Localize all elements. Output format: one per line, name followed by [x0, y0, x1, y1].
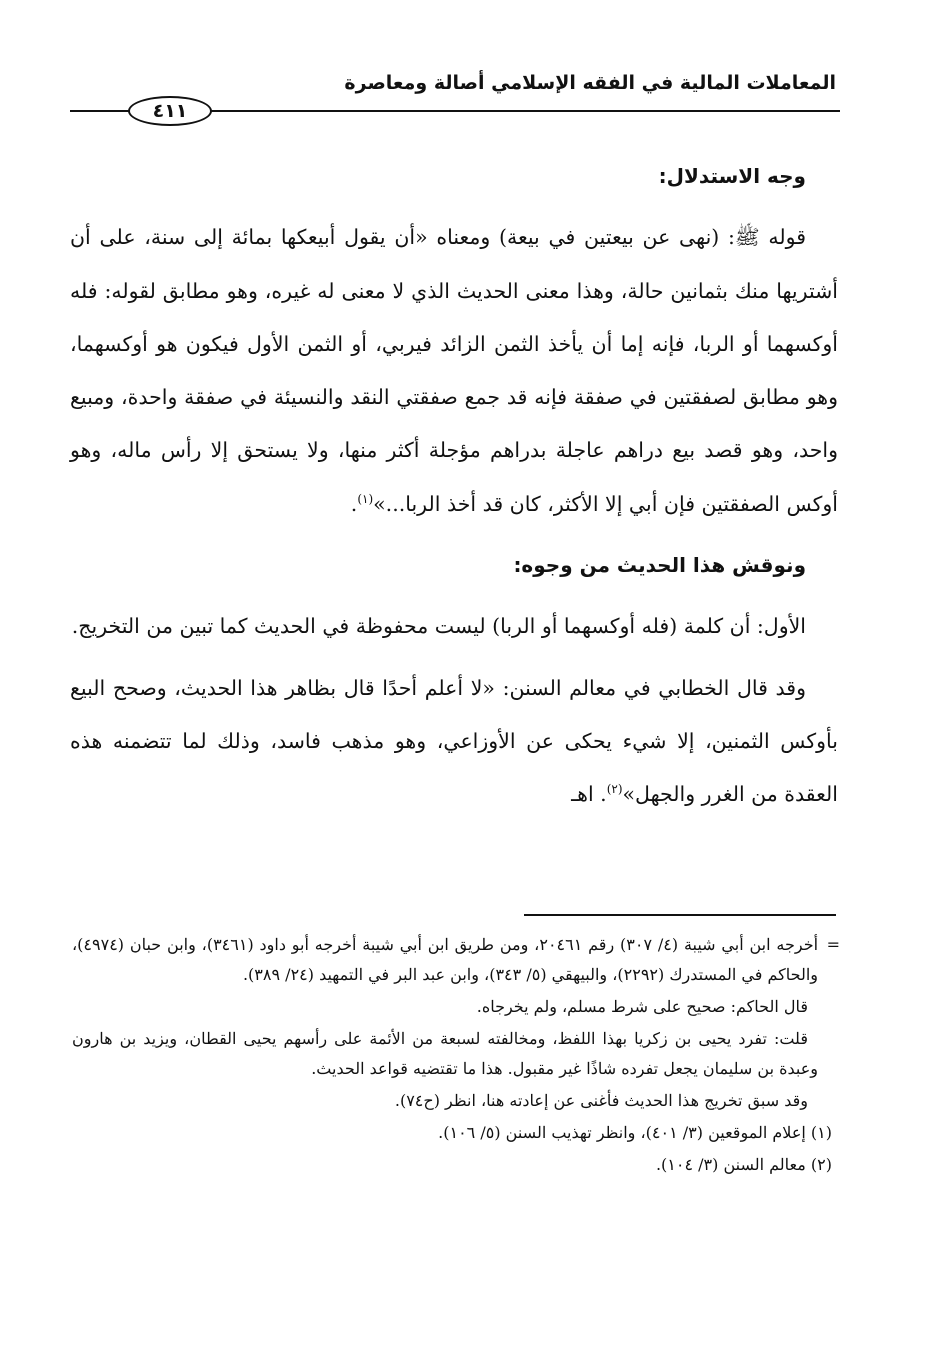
footnote-text: قال الحاكم: صحيح على شرط مسلم، ولم يخرجاه.: [476, 997, 808, 1016]
paragraph: [70, 662, 838, 822]
running-title: المعاملات المالية في الفقه الإسلامي أصالة ومعاصرة: [344, 72, 836, 94]
footnote-ref[interactable]: (٢): [606, 782, 623, 797]
footnote-2: (٢) معالم السنن (٣/ ١٠٤).: [655, 1155, 832, 1174]
footnote-text: وقد سبق تخريج هذا الحديث فأغنى عن إعادته هنا، انظر (ح٧٤).: [394, 1091, 808, 1110]
page-number: ٤١١: [128, 96, 212, 126]
paragraph-text: وقد قال الخطابي في معالم السنن: «لا أعلم أحدًا قال بظاهر هذا الحديث، وصحح البيع بأوكس الثمنين، إلا شيء يحكى عن الأوزاعي، وهو مذهب فاسد، وذلك لما تتضمنه هذه العقدة من الغرر والجهل»: [70, 675, 838, 807]
footnotes: [72, 930, 840, 1182]
continuation-marker: =: [826, 935, 841, 954]
paragraph-end: . اهـ: [571, 782, 607, 807]
footnote-continuation: [72, 930, 840, 990]
section-heading: وجه الاستدلال:: [658, 164, 806, 188]
paragraph-end: .: [350, 491, 358, 516]
paragraph-text: قوله ﷺ: (نهى عن بيعتين في بيعة) ومعناه «أن يقول أبيعكها بمائة إلى سنة، على أن أشتريها منك بثمانين حالة، وهذا معنى الحديث الذي لا معنى له غيره، وهو مطابق لقوله: فله أوكسهما أو الربا، فإنه إما أن يأخذ الثمن الزائد فيربي، أو الثمن الأول فيكون هو أوكسهما، وهو مطابق لصفقتين في صفقة فإنه قد جمع صفقتي النقد والنسيئة في صفقة واحدة، ومبيع واحد، وهو قصد بيع دراهم عاجلة بدراهم مؤجلة أكثر منها، ولا يستحق إلا رأس ماله، وهو أوكس الصفقتين فإن أبي إلا الأكثر، كان قد أخذ الربا...»: [70, 225, 838, 516]
footnote-1: (١) إعلام الموقعين (٣/ ٤٠١)، وانظر تهذيب السنن (٥/ ١٠٦).: [438, 1123, 832, 1142]
footnote-separator: [524, 914, 836, 916]
footnote-text: قلت: تفرد يحيى بن زكريا بهذا اللفظ، ومخالفته لسبعة من الأئمة على رأسهم يحيى القطان، ويزيد بن هارون وعبدة بن سليمان يجعل تفرده شاذًا غير مقبول. هذا ما تقتضيه قواعد الحديث.: [72, 1029, 818, 1078]
main-text: [70, 150, 838, 830]
section-heading: ونوقش هذا الحديث من وجوه:: [513, 553, 806, 578]
paragraph: الأول: أن كلمة (فله أوكسهما أو الربا) ليست محفوظة في الحديث كما تبين من التخريج.: [71, 614, 806, 639]
footnote-text: أخرجه ابن أبي شيبة (٤/ ٣٠٧) رقم ٢٠٤٦١، ومن طريق ابن أبي شيبة أخرجه أبو داود (٣٤٦١)، وابن حبان (٤٩٧٤)، والحاكم في المستدرك (٢٢٩٢)، والبيهقي (٥/ ٣٤٣)، وابن عبد البر في التمهيد (٢٤/ ٣٨٩).: [72, 935, 819, 984]
footnote-ref[interactable]: (١): [357, 491, 374, 506]
paragraph: [70, 211, 838, 531]
